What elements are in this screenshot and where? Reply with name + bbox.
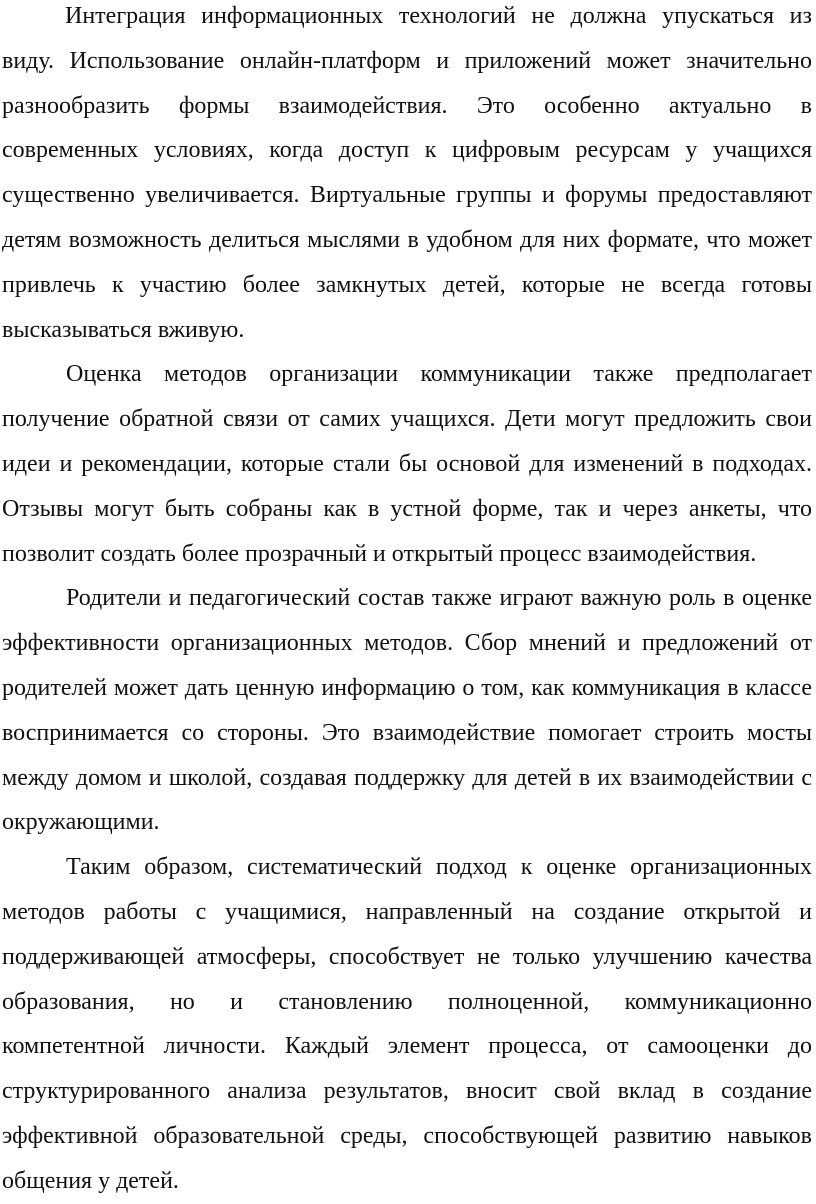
paragraph-3: Родители и педагогический состав также играют важную роль в оценке эффективности организационных методов. Сбор мнений и предложений от родителей может дать ценную информацию о том, как коммуникация в классе воспринимается со стороны. Это взаимодействие помогает строить мосты между домом и школой, создавая поддержку для детей в их взаимодействии с окружающими. — [2, 585, 812, 836]
paragraph-1: Интеграция информационных технологий не должна упускаться из виду. Использование онлайн-платформ и приложений может значительно разнообразить формы взаимодействия. Это особенно актуально в современных условиях, когда доступ к цифровым ресурсам у учащихся существенно увеличивается. Виртуальные группы и форумы предоставляют детям возможность делиться мыслями в удобном для них формате, что может привлечь к участию более замкнутых детей, которые не всегда готовы высказываться вживую. — [2, 3, 812, 343]
paragraph-2: Оценка методов организации коммуникации также предполагает получение обратной связи от самих учащихся. Дети могут предложить свои идеи и рекомендации, которые стали бы основой для изменений в подходах. Отзывы могут быть собраны как в устной форме, так и через анкеты, что позволит создать более прозрачный и открытый процесс взаимодействия. — [2, 361, 812, 567]
paragraph-4: Таким образом, систематический подход к оценке организационных методов работы с учащимися, направленный на создание открытой и поддерживающей атмосферы, способствует не только улучшению качества образования, но и становлению полноценной, коммуникационно компетентной личности. Каждый элемент процесса, от самооценки до структурированного анализа результатов, вносит свой вклад в создание эффективной образовательной среды, способствующей развитию навыков общения у детей. — [2, 854, 812, 1194]
